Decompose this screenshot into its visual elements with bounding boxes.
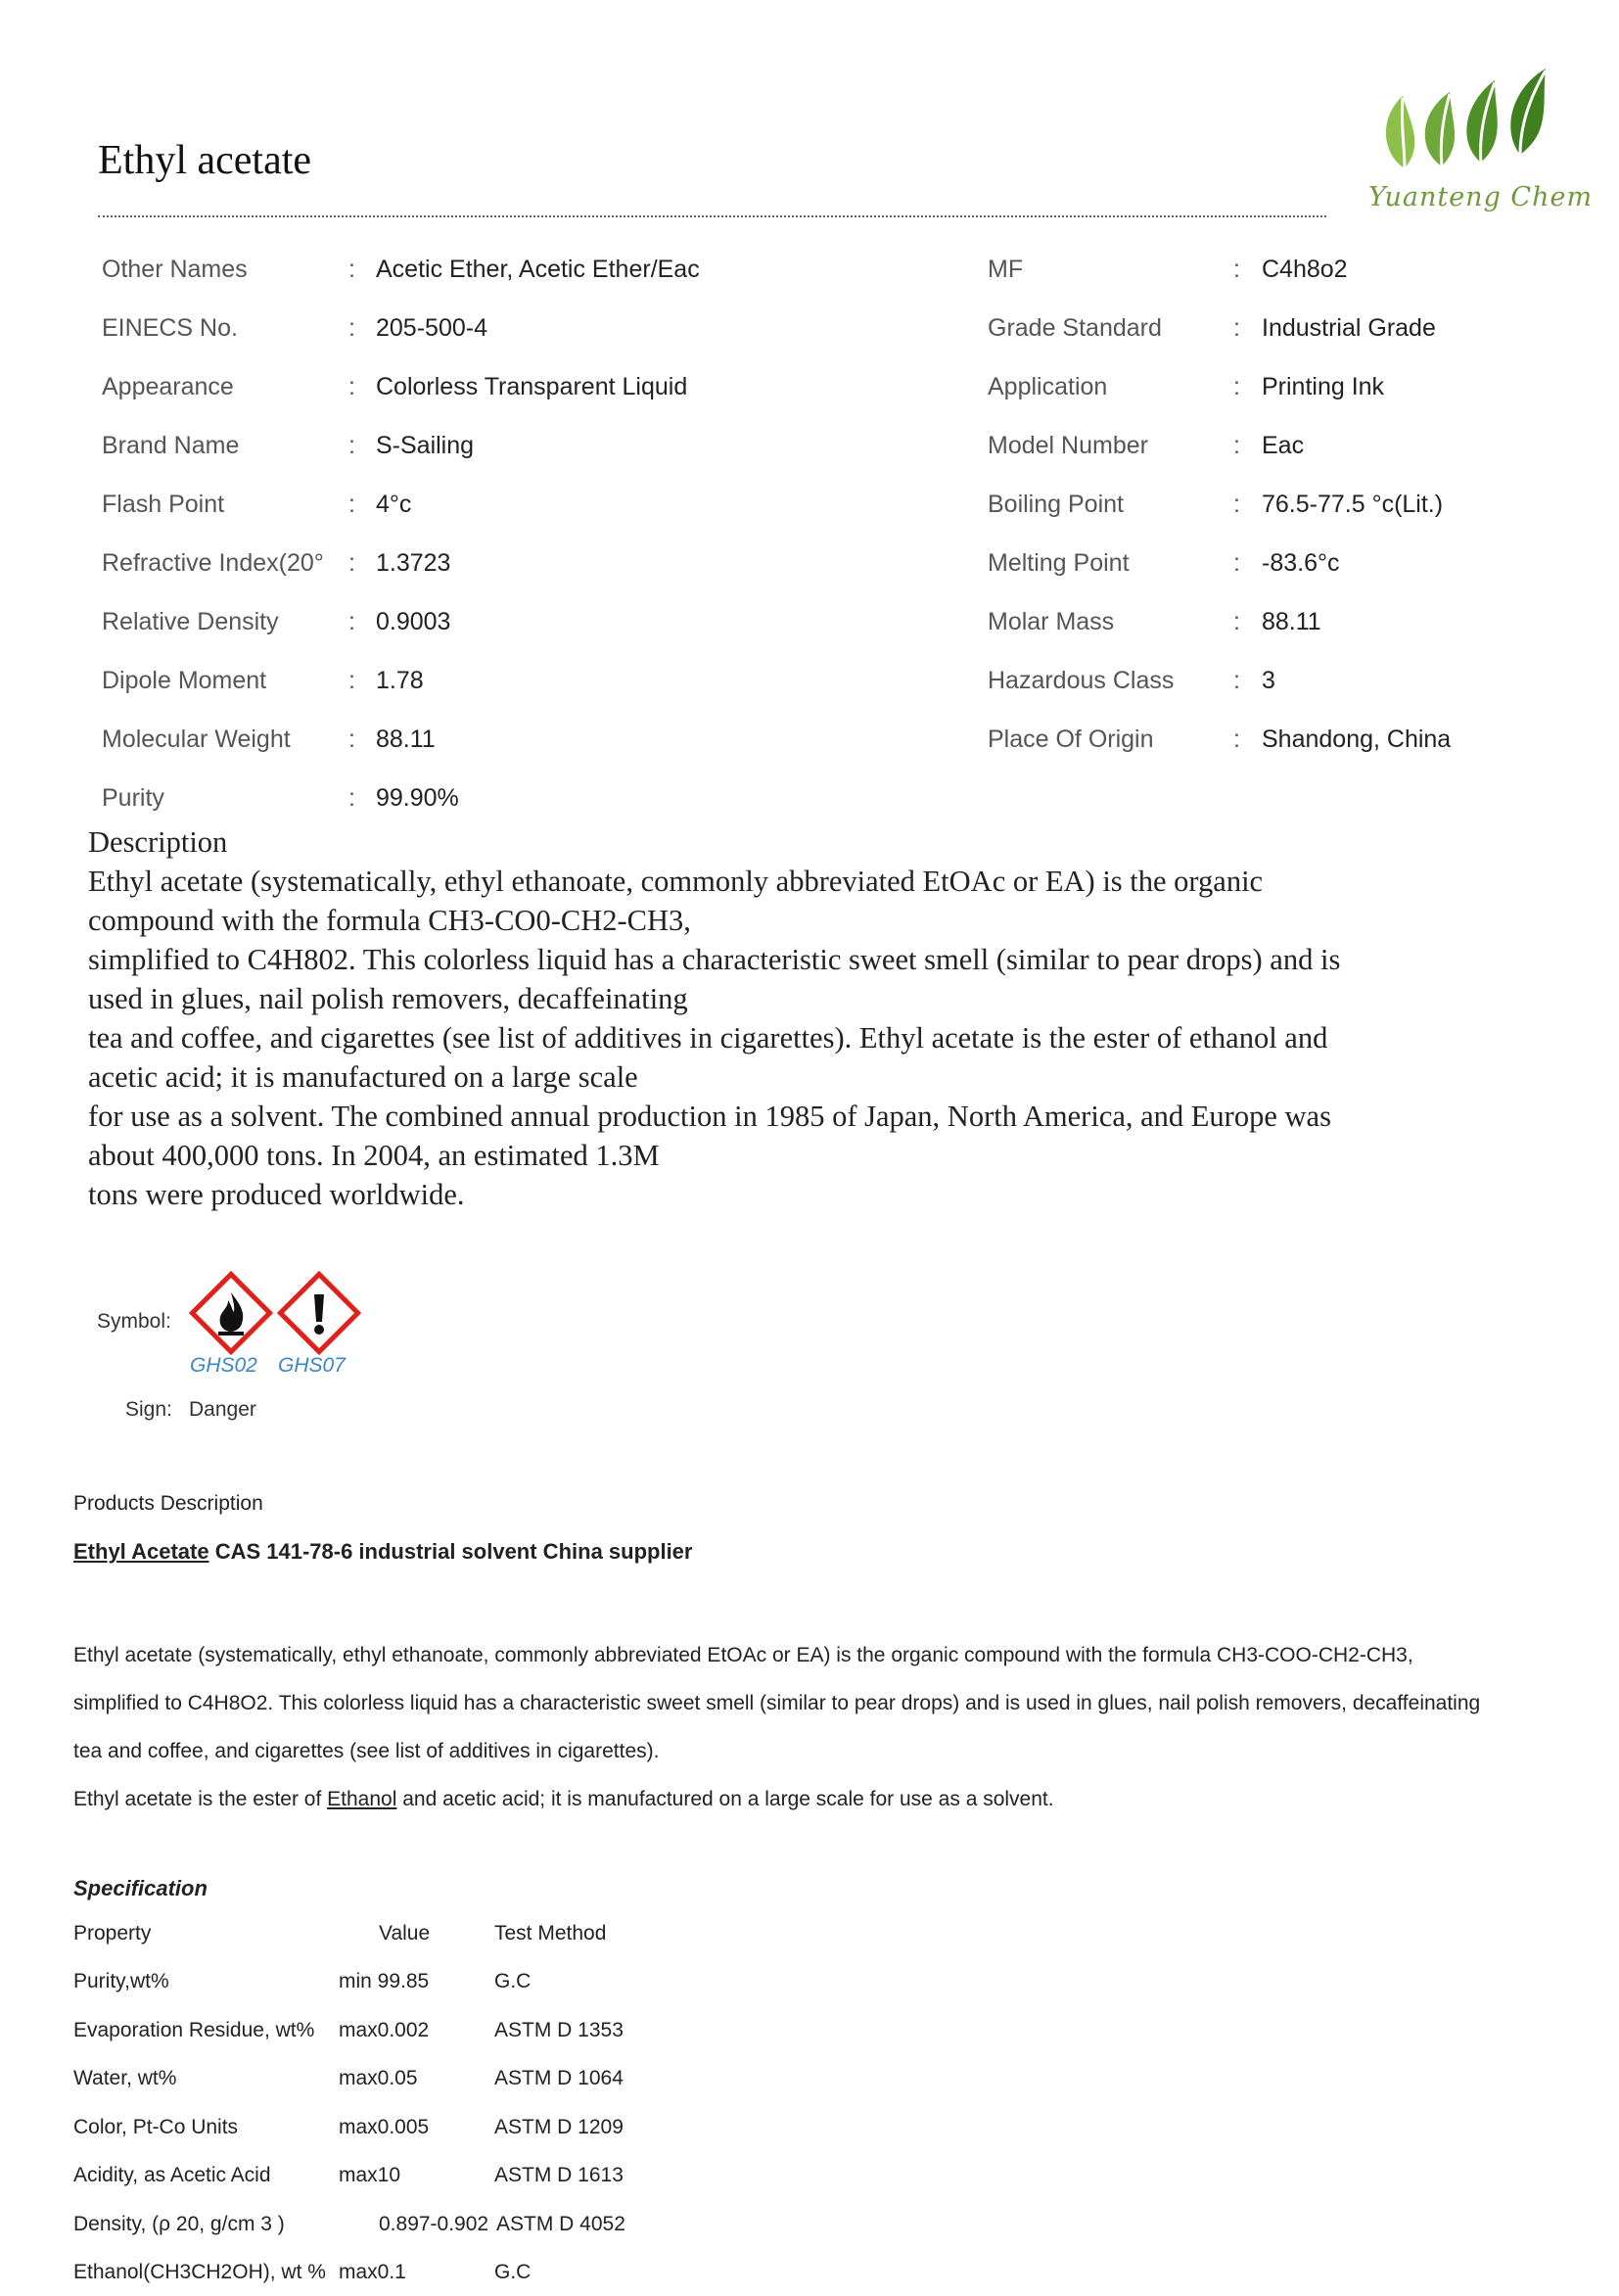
property-value: -83.6°c [1262, 549, 1340, 577]
property-label: Appearance [102, 373, 234, 400]
products-paragraph [73, 1631, 1600, 1823]
property-value: Acetic Ether, Acetic Ether/Eac [376, 256, 700, 283]
property-colon: : [1233, 667, 1240, 694]
description-line: simplified to C4H802. This colorless liquid has a characteristic sweet smell (similar to pear drops) and is [88, 943, 1341, 976]
property-value: 1.78 [376, 667, 424, 694]
products-description-title: Products Description [73, 1492, 263, 1515]
property-colon: : [348, 667, 355, 694]
spec-value: 0.897-0.902 [379, 2212, 489, 2235]
property-label: Molecular Weight [102, 726, 291, 753]
spec-value: max0.1 [339, 2261, 406, 2283]
sign-label: Sign: [125, 1398, 172, 1421]
property-label: Flash Point [102, 491, 225, 518]
property-value: Eac [1262, 432, 1305, 459]
property-label: Place Of Origin [988, 726, 1154, 753]
property-value: 88.11 [376, 726, 436, 753]
spec-value: max0.05 [339, 2067, 418, 2089]
spec-property: Evaporation Residue, wt% [73, 2018, 315, 2041]
title-divider [98, 215, 1326, 217]
description-line: tea and coffee, and cigarettes (see list of additives in cigarettes). Ethyl acetate is the ester of ethanol and [88, 1021, 1328, 1054]
property-colon: : [348, 784, 355, 812]
spec-property: Ethanol(CH3CH2OH), wt % [73, 2261, 326, 2283]
spec-property: Density, (ρ 20, g/cm 3 ) [73, 2212, 285, 2235]
property-value: 3 [1262, 667, 1275, 694]
spec-value: max0.002 [339, 2018, 430, 2041]
ghs02-pictogram [189, 1271, 273, 1355]
property-value: 88.11 [1262, 608, 1321, 635]
property-colon: : [1233, 314, 1240, 342]
spec-method: ASTM D 1209 [494, 2115, 624, 2138]
symbol-label: Symbol: [97, 1310, 171, 1333]
spec-value: max10 [339, 2164, 401, 2186]
description-line: for use as a solvent. The combined annual production in 1985 of Japan, North America, and Europe was [88, 1100, 1331, 1133]
spec-value: max0.005 [339, 2115, 430, 2138]
property-colon: : [1233, 256, 1240, 283]
spec-method: ASTM D 1064 [494, 2067, 624, 2089]
property-value: 1.3723 [376, 549, 451, 577]
property-value: Printing Ink [1262, 373, 1385, 400]
products-line: simplified to C4H8O2. This colorless liquid has a characteristic sweet smell (similar to pear drops) and is used in glues, nail polish removers, decaffeinating [73, 1692, 1481, 1714]
spec-property: Acidity, as Acetic Acid [73, 2164, 271, 2186]
property-label: Molar Mass [988, 608, 1115, 635]
property-label: Relative Density [102, 608, 279, 635]
flame-icon [189, 1271, 273, 1355]
spec-method: G.C [494, 1970, 532, 1992]
property-label: Refractive Index(20° [102, 549, 324, 577]
property-colon: : [348, 549, 355, 577]
sign-value: Danger [189, 1398, 256, 1421]
description-line: Ethyl acetate (systematically, ethyl ethanoate, commonly abbreviated EtOAc or EA) is the organic [88, 865, 1264, 898]
property-label: Other Names [102, 256, 248, 283]
property-colon: : [1233, 373, 1240, 400]
spec-header-method: Test Method [494, 1922, 607, 1945]
property-label: Dipole Moment [102, 667, 267, 694]
spec-header-value: Value [379, 1922, 431, 1945]
company-logo-text: Yuanteng Chem [1368, 182, 1594, 212]
property-value: 205-500-4 [376, 314, 487, 342]
spec-method: ASTM D 1613 [494, 2164, 624, 2186]
property-colon: : [348, 256, 355, 283]
property-label: Purity [102, 784, 164, 812]
spec-method: G.C [494, 2261, 532, 2283]
spec-property: Purity,wt% [73, 1970, 169, 1992]
ghs02-code: GHS02 [190, 1354, 257, 1377]
property-value: Industrial Grade [1262, 314, 1436, 342]
property-label: Model Number [988, 432, 1148, 459]
property-colon: : [348, 314, 355, 342]
page-title: Ethyl acetate [98, 138, 312, 183]
property-value: S-Sailing [376, 432, 475, 459]
property-colon: : [1233, 432, 1240, 459]
spec-property: Color, Pt-Co Units [73, 2115, 239, 2138]
specification-title: Specification [73, 1876, 208, 1900]
property-colon: : [1233, 726, 1240, 753]
property-colon: : [1233, 491, 1240, 518]
property-value: Shandong, China [1262, 726, 1452, 753]
property-value: 99.90% [376, 784, 459, 812]
property-colon: : [348, 491, 355, 518]
description-line: about 400,000 tons. In 2004, an estimated 1.3M [88, 1139, 660, 1172]
description-line: tons were produced worldwide. [88, 1178, 465, 1211]
products-line: tea and coffee, and cigarettes (see list of additives in cigarettes). [73, 1740, 660, 1762]
spec-property: Water, wt% [73, 2067, 177, 2089]
property-value: 4°c [376, 491, 412, 518]
products-heading [73, 1539, 692, 1565]
property-value: C4h8o2 [1262, 256, 1348, 283]
property-colon: : [1233, 608, 1240, 635]
property-value: Colorless Transparent Liquid [376, 373, 688, 400]
property-label: Melting Point [988, 549, 1130, 577]
spec-header-property: Property [73, 1922, 152, 1945]
property-label: MF [988, 256, 1024, 283]
ghs07-pictogram [277, 1271, 361, 1355]
ethyl-acetate-link[interactable]: Ethyl Acetate [73, 1539, 209, 1564]
products-line: Ethyl acetate (systematically, ethyl ethanoate, commonly abbreviated EtOAc or EA) is the organic compound with the formula CH3-COO-CH2-CH3, [73, 1644, 1413, 1666]
description-text [88, 862, 1498, 1214]
property-label: Boiling Point [988, 491, 1124, 518]
property-label: Grade Standard [988, 314, 1162, 342]
property-value: 76.5-77.5 °c(Lit.) [1262, 491, 1444, 518]
description-heading: Description [88, 825, 228, 859]
property-label: Application [988, 373, 1108, 400]
description-line: used in glues, nail polish removers, decaffeinating [88, 982, 688, 1015]
property-colon: : [348, 373, 355, 400]
property-colon: : [348, 726, 355, 753]
property-label: Hazardous Class [988, 667, 1175, 694]
description-section [88, 822, 1498, 1214]
exclamation-icon [277, 1271, 361, 1355]
property-value: 0.9003 [376, 608, 451, 635]
description-line: acetic acid; it is manufactured on a large scale [88, 1060, 638, 1094]
spec-method: ASTM D 4052 [496, 2212, 625, 2235]
property-colon: : [348, 432, 355, 459]
ghs07-code: GHS07 [278, 1354, 346, 1377]
property-label: EINECS No. [102, 314, 238, 342]
products-line-last: Ethyl acetate is the ester of Ethanol and acetic acid; it is manufactured on a large scale for use as a solvent. [73, 1788, 1054, 1810]
spec-method: ASTM D 1353 [494, 2018, 624, 2041]
description-line: compound with the formula CH3-CO0-CH2-CH3, [88, 904, 691, 937]
property-label: Brand Name [102, 432, 240, 459]
spec-value: min 99.85 [339, 1970, 430, 1992]
products-heading-rest: CAS 141-78-6 industrial solvent China supplier [208, 1539, 693, 1564]
ethanol-link[interactable]: Ethanol [327, 1788, 397, 1810]
property-colon: : [348, 608, 355, 635]
property-colon: : [1233, 549, 1240, 577]
